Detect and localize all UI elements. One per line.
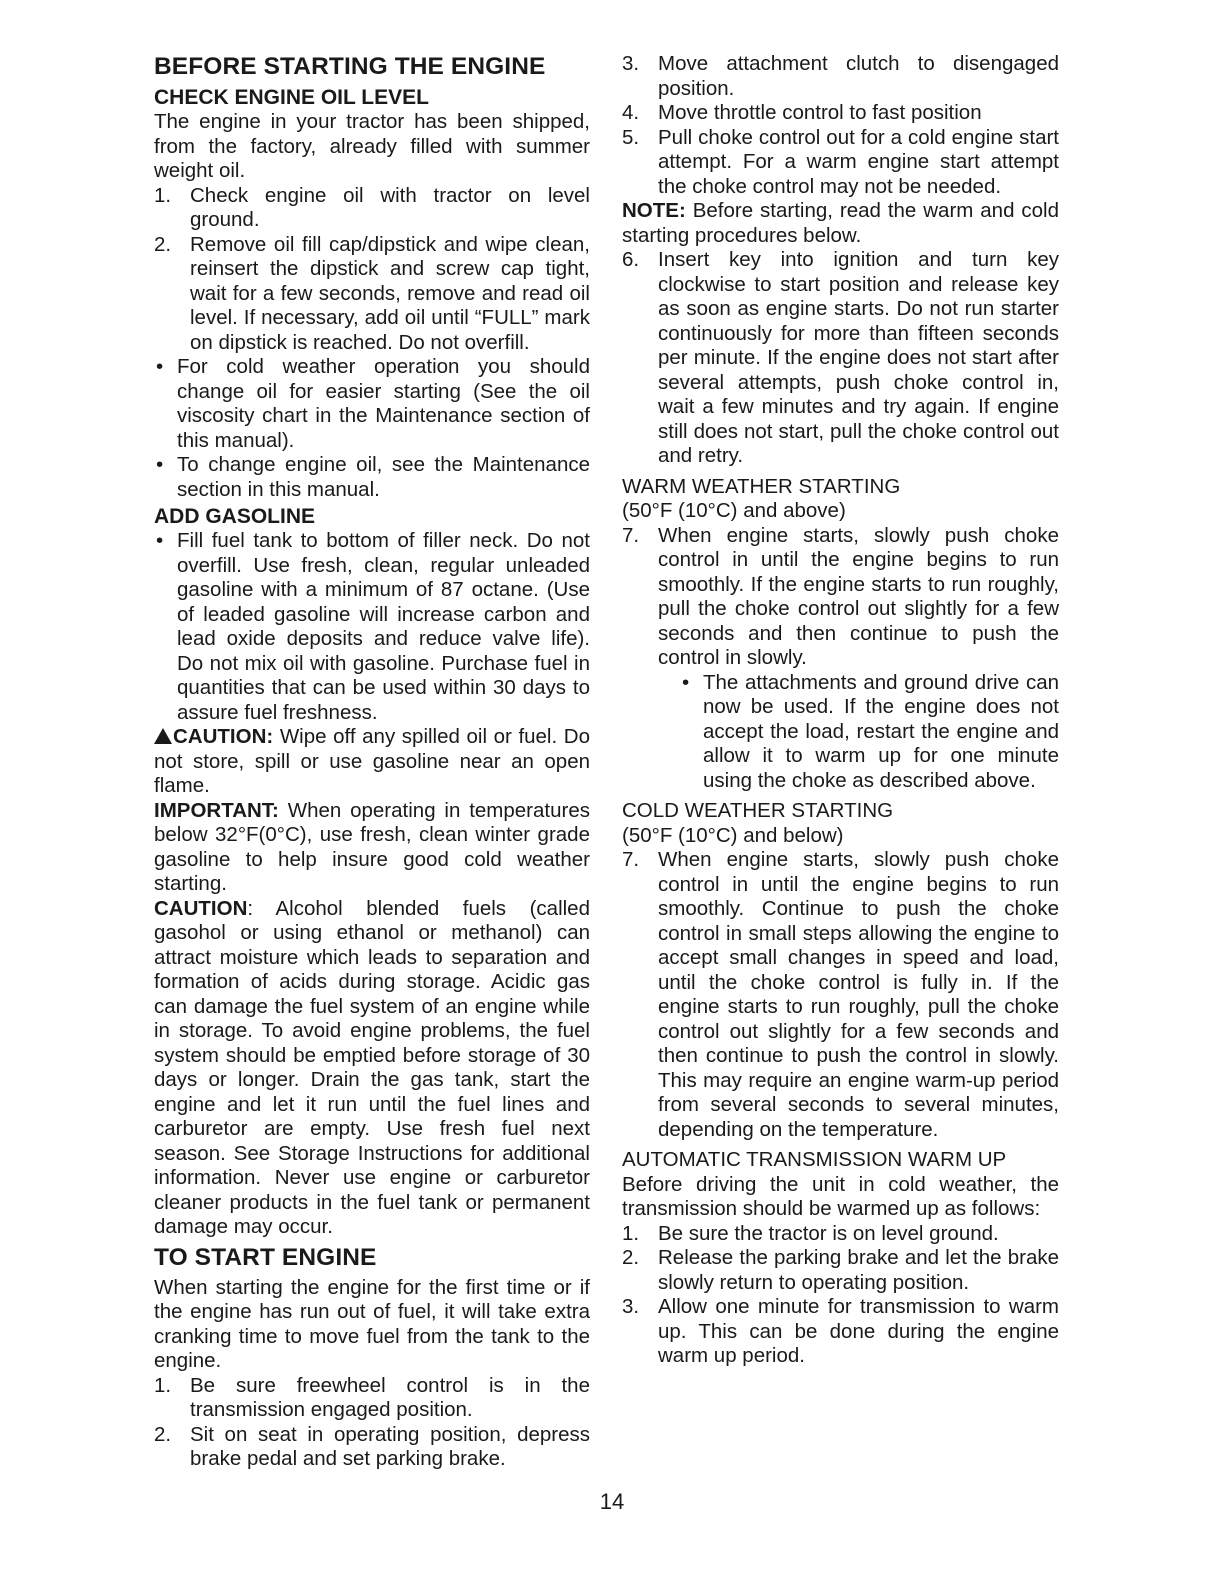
warm-steps [622,524,1059,794]
start-steps [154,1374,590,1472]
warm-weather-range: (50°F (10°C) and above) [622,499,846,522]
oil-intro: The engine in your tractor has been shipped, from the factory, already filled with summer weight oil. [154,110,590,182]
list-item: 5. Pull choke control out for a cold engine start attempt. For a warm engine start attempt the choke control may not be needed. [622,125,1059,198]
section-title-before-starting: BEFORE STARTING THE ENGINE [154,53,546,80]
right-column [622,52,1059,1369]
start-intro: When starting the engine for the first time or if the engine has run out of fuel, it will take extra cranking time to move fuel from the tank to the engine. [154,1275,590,1372]
list-item: 7. When engine starts, slowly push choke control in until the engine begins to run smoothly. Continue to push the choke control in small steps allowing the engine to accept small changes in speed and load, until the choke control is fully in. If the engine starts to run roughly, pull the choke control out slightly for a few seconds and then continue to push the control in slowly. This may require an engine warm-up period from several seconds to several minutes, depending on the temperature. [622,848,1059,1141]
list-item: 1. Be sure the tractor is on level ground. [622,1221,999,1245]
gas-bullets [154,529,590,725]
list-item: 1. Be sure freewheel control is in the transmission engaged position. [154,1373,590,1421]
list-item: 1. Check engine oil with tractor on level ground. [154,183,590,231]
start-steps-continued [622,52,1059,199]
transmission-steps [622,1222,1059,1369]
caution-spill: CAUTION: Wipe off any spilled oil or fuel. Do not store, spill or use gasoline near an open flame. [154,725,590,797]
bullet-icon: • [156,529,164,552]
heading-cold-weather: COLD WEATHER STARTING [622,799,894,822]
list-item: 6. Insert key into ignition and turn key clockwise to start position and release key as soon as engine starts. Do not run starter continuously for more than fifteen seconds per minute. If the engine does not start after several attempts, push choke control in, wait a few minutes and try again. If engine still does not start, pull the choke control out and retry. [622,248,1059,467]
cold-weather-range: (50°F (10°C) and below) [622,823,844,847]
oil-bullets [154,355,590,502]
list-item: 3. Allow one minute for transmission to warm up. This can be done during the engine warm up period. [622,1295,1059,1367]
bullet-icon: • [156,355,164,378]
caution-alcohol-fuels: CAUTION: Alcohol blended fuels (called gasohol or using ethanol or methanol) can attract moisture which leads to separation and formation of acids during storage. Acidic gas can damage the fuel system of an engine while in storage. To avoid engine problems, the fuel system should be emptied before storage of 30 days or longer. Drain the gas tank, start the engine and let it run until the fuel lines and carburetor are empty. Use fresh fuel next season. See Storage Instructions for additional information. Never use engine or carburetor cleaner products in the fuel tank or permanent damage may occur. [154,896,590,1238]
list-item: 4. Move throttle control to fast position [622,101,982,124]
important-note: IMPORTANT: When operating in temperatures below 32°F(0°C), use fresh, clean winter grade gasoline to help insure good cold weather starting. [154,798,590,895]
list-item: • For cold weather operation you should change oil for easier starting (See the oil viscosity chart in the Maintenance section of this manual). [156,355,590,452]
bullet-icon: • [682,670,690,694]
heading-transmission-warm-up: AUTOMATIC TRANSMISSION WARM UP [622,1148,1007,1171]
section-title-to-start-engine: TO START ENGINE [154,1243,377,1271]
warm-sub-bullets [680,671,1059,794]
list-item: 7. When engine starts, slowly push choke control in until the engine begins to run smoothly. If the engine starts to run roughly, pull the choke control out slightly for a few seconds and then continue to push the control in slowly. • The attachments and ground drive can now be used. If the engine does not accept the load, restart the engine and allow it to warm up for one minute using the choke as described above. [622,523,1059,792]
cold-steps [622,848,1059,1142]
start-steps-key [622,248,1059,469]
bullet-icon: • [156,453,164,476]
heading-warm-weather: WARM WEATHER STARTING [622,474,901,498]
list-item: • Fill fuel tank to bottom of filler neck. Do not overfill. Use fresh, clean, regular unleaded gasoline with a minimum of 87 octane. (Use of leaded gasoline will increase carbon and lead oxide deposits and reduce valve life). Do not mix oil with gasoline. Purchase fuel in quantities that can be used within 30 days to assure fuel freshness. [156,529,590,724]
list-item: 2. Release the parking brake and let the brake slowly return to operating position. [622,1246,1059,1294]
warning-triangle-icon [154,728,172,744]
list-item: 2. Sit on seat in operating position, depress brake pedal and set parking brake. [154,1422,590,1470]
list-item: • The attachments and ground drive can now be used. If the engine does not accept the load, restart the engine and allow it to warm up for one minute using the choke as described above. [682,670,1059,792]
heading-check-oil: CHECK ENGINE OIL LEVEL [154,86,429,109]
list-item: 2. Remove oil fill cap/dipstick and wipe clean, reinsert the dipstick and screw cap tight, wait for a few seconds, remove and read oil level. If necessary, add oil until “FULL” mark on dipstick is reached. Do not overfill. [154,232,590,354]
note-starting-procedures: NOTE: Before starting, read the warm and cold starting procedures below. [622,199,1059,247]
list-item: 3. Move attachment clutch to disengaged position. [622,52,1059,100]
page-number: 14 [599,1489,625,1514]
heading-add-gasoline: ADD GASOLINE [154,505,316,528]
transmission-intro: Before driving the unit in cold weather, the transmission should be warmed up as follows: [622,1172,1059,1220]
oil-steps [154,184,590,356]
list-item: • To change engine oil, see the Maintenance section in this manual. [156,453,590,501]
left-column [154,52,590,1472]
